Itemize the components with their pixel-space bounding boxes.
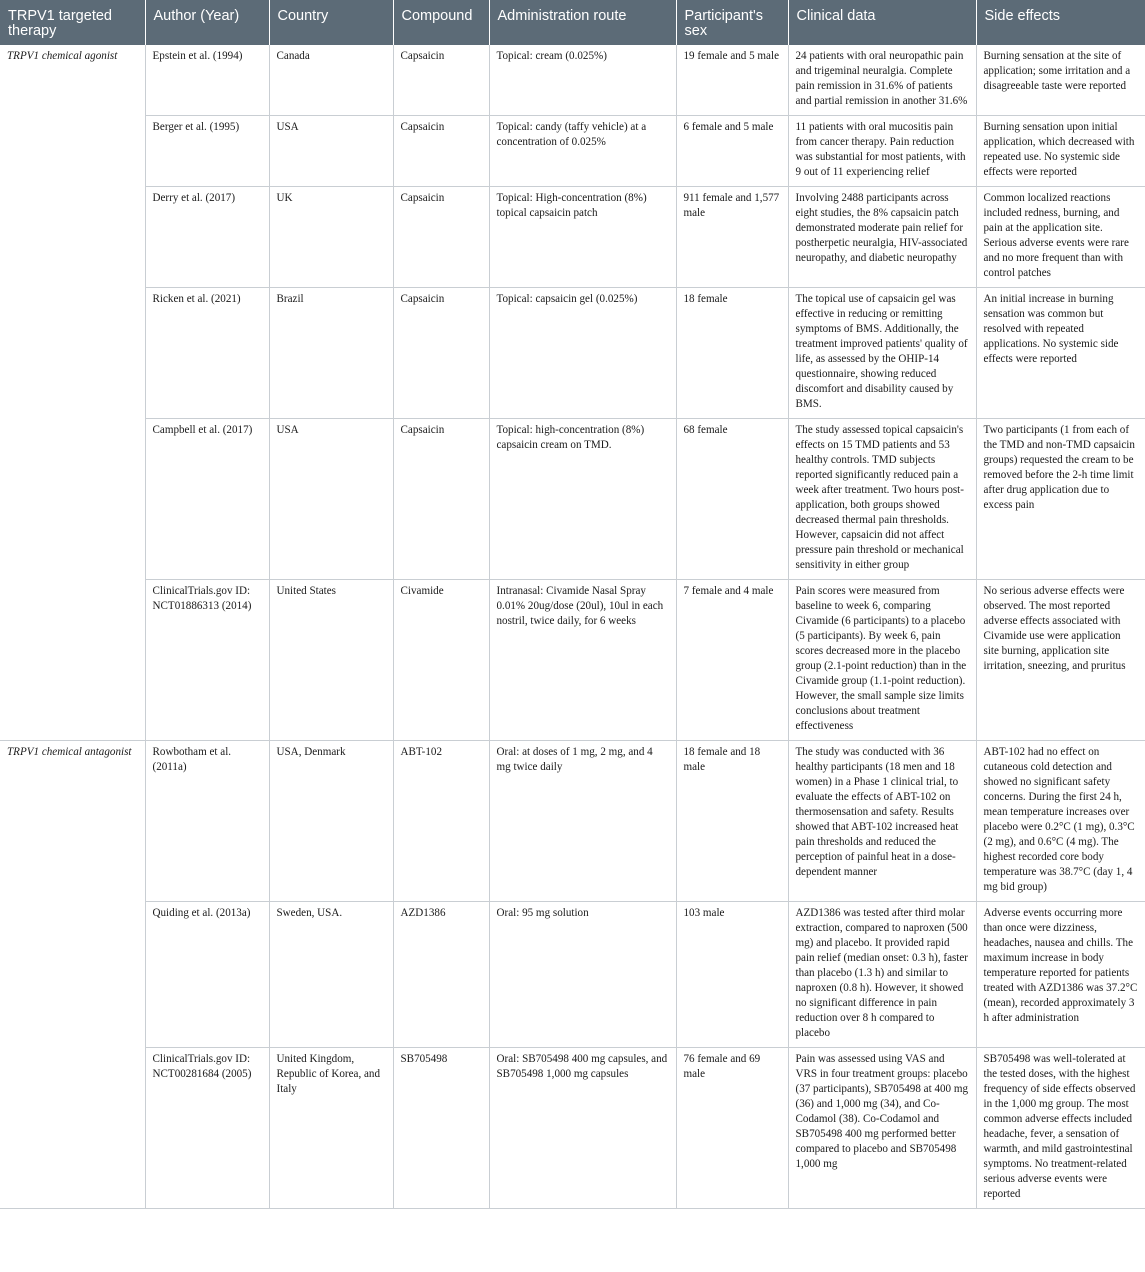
- side-effects-cell: SB705498 was well-tolerated at the tested doses, with the highest frequency of side effects observed in the 1,000 mg group. The most common adverse effects included headache, fever, a sensation of warmth, and mild gastrointestinal symptoms. No treatment-related serious adverse events were reported: [976, 1048, 1145, 1209]
- clinical-data-cell: 11 patients with oral mucositis pain from cancer therapy. Pain reduction was substantial for most patients, with 9 out of 11 experiencing relief: [788, 116, 976, 187]
- clinical-data-cell: The study was conducted with 36 healthy participants (18 men and 18 women) in a Phase 1 clinical trial, to evaluate the effects of ABT-102 on thermosensation and safety. Results showed that ABT-102 increased heat pain thresholds and reduced the perception of painful heat in a dose-dependent manner: [788, 741, 976, 902]
- route-cell: Oral: 95 mg solution: [489, 902, 676, 1048]
- author-cell: Berger et al. (1995): [145, 116, 269, 187]
- sex-cell: 103 male: [676, 902, 788, 1048]
- compound-cell: AZD1386: [393, 902, 489, 1048]
- sex-cell: 7 female and 4 male: [676, 580, 788, 741]
- table-row: [0, 187, 1145, 288]
- header-side-effects: Side effects: [976, 0, 1145, 45]
- author-cell: ClinicalTrials.gov ID: NCT01886313 (2014): [145, 580, 269, 741]
- compound-cell: Capsaicin: [393, 116, 489, 187]
- side-effects-cell: Burning sensation upon initial application, which decreased with repeated use. No systemic side effects were reported: [976, 116, 1145, 187]
- side-effects-cell: Common localized reactions included redness, burning, and pain at the application site. Serious adverse events were rare and no more frequent than with control patches: [976, 187, 1145, 288]
- country-cell: Brazil: [269, 288, 393, 419]
- clinical-data-cell: Pain scores were measured from baseline to week 6, comparing Civamide (6 participants) to a placebo (5 participants). By week 6, pain scores decreased more in the placebo group (2.1-point reduction) than in the Civamide group (1.1-point reduction). However, the small sample size limits conclusions about treatment effectiveness: [788, 580, 976, 741]
- side-effects-cell: Adverse events occurring more than once were dizziness, headaches, nausea and chills. The maximum increase in body temperature reported for patients treated with AZD1386 was 37.2°C (mean), recorded approximately 3 h after administration: [976, 902, 1145, 1048]
- country-cell: UK: [269, 187, 393, 288]
- route-cell: Topical: High-concentration (8%) topical capsaicin patch: [489, 187, 676, 288]
- country-cell: USA: [269, 116, 393, 187]
- table-body: [0, 45, 1145, 1209]
- clinical-data-cell: 24 patients with oral neuropathic pain and trigeminal neuralgia. Complete pain remission in 31.6% of patients and partial remission in another 31.6%: [788, 45, 976, 116]
- country-cell: United Kingdom, Republic of Korea, and Italy: [269, 1048, 393, 1209]
- therapy-group-cell: TRPV1 chemical agonist: [0, 45, 145, 741]
- sex-cell: 68 female: [676, 419, 788, 580]
- table-row: [0, 45, 1145, 116]
- sex-cell: 76 female and 69 male: [676, 1048, 788, 1209]
- author-cell: ClinicalTrials.gov ID: NCT00281684 (2005): [145, 1048, 269, 1209]
- compound-cell: Capsaicin: [393, 288, 489, 419]
- sex-cell: 18 female: [676, 288, 788, 419]
- side-effects-cell: ABT-102 had no effect on cutaneous cold detection and showed no significant safety concerns. During the first 24 h, mean temperature increases over placebo were 0.2°C (1 mg), 0.3°C (2 mg), and 0.6°C (4 mg). The highest recorded core body temperature was 38.7°C (day 1, 4 mg bid group): [976, 741, 1145, 902]
- side-effects-cell: Two participants (1 from each of the TMD and non-TMD capsaicin groups) requested the cream to be removed before the 2-h time limit after drug application due to excess pain: [976, 419, 1145, 580]
- compound-cell: Capsaicin: [393, 45, 489, 116]
- author-cell: Derry et al. (2017): [145, 187, 269, 288]
- table-row: [0, 288, 1145, 419]
- clinical-data-cell: The study assessed topical capsaicin's effects on 15 TMD patients and 53 healthy controls. TMD subjects reported significantly reduced pain a week after treatment. Two hours post-application, both groups showed decreased thermal pain thresholds. However, capsaicin did not affect pressure pain threshold or mechanical sensitivity in either group: [788, 419, 976, 580]
- route-cell: Intranasal: Civamide Nasal Spray 0.01% 20ug/dose (20ul), 10ul in each nostril, twice daily, for 6 weeks: [489, 580, 676, 741]
- sex-cell: 19 female and 5 male: [676, 45, 788, 116]
- side-effects-cell: Burning sensation at the site of application; some irritation and a disagreeable taste were reported: [976, 45, 1145, 116]
- compound-cell: Civamide: [393, 580, 489, 741]
- table-header: [0, 0, 1145, 45]
- author-cell: Rowbotham et al. (2011a): [145, 741, 269, 902]
- header-clinical: Clinical data: [788, 0, 976, 45]
- header-author: Author (Year): [145, 0, 269, 45]
- table-row: [0, 1048, 1145, 1209]
- route-cell: Topical: candy (taffy vehicle) at a concentration of 0.025%: [489, 116, 676, 187]
- clinical-data-cell: The topical use of capsaicin gel was effective in reducing or remitting symptoms of BMS. Additionally, the treatment improved patients' quality of life, as assessed by the OHIP-14 questionnaire, showing reduced discomfort and disability caused by BMS.: [788, 288, 976, 419]
- author-cell: Campbell et al. (2017): [145, 419, 269, 580]
- route-cell: Topical: high-concentration (8%) capsaicin cream on TMD.: [489, 419, 676, 580]
- side-effects-cell: No serious adverse effects were observed. The most reported adverse effects associated with Civamide use were application site burning, application site irritation, sneezing, and pruritus: [976, 580, 1145, 741]
- author-cell: Quiding et al. (2013a): [145, 902, 269, 1048]
- compound-cell: SB705498: [393, 1048, 489, 1209]
- author-cell: Epstein et al. (1994): [145, 45, 269, 116]
- compound-cell: Capsaicin: [393, 419, 489, 580]
- table-row: [0, 741, 1145, 902]
- clinical-data-cell: Involving 2488 participants across eight studies, the 8% capsaicin patch demonstrated moderate pain relief for postherpetic neuralgia, HIV-associated neuropathy, and diabetic neuropathy: [788, 187, 976, 288]
- sex-cell: 911 female and 1,577 male: [676, 187, 788, 288]
- header-route: Administration route: [489, 0, 676, 45]
- therapy-group-cell: TRPV1 chemical antagonist: [0, 741, 145, 1209]
- table-row: [0, 116, 1145, 187]
- sex-cell: 6 female and 5 male: [676, 116, 788, 187]
- compound-cell: ABT-102: [393, 741, 489, 902]
- sex-cell: 18 female and 18 male: [676, 741, 788, 902]
- header-compound: Compound: [393, 0, 489, 45]
- route-cell: Oral: at doses of 1 mg, 2 mg, and 4 mg twice daily: [489, 741, 676, 902]
- header-sex: Participant's sex: [676, 0, 788, 45]
- clinical-data-cell: Pain was assessed using VAS and VRS in four treatment groups: placebo (37 participants), SB705498 at 400 mg (36) and 1,000 mg (34), and Co-Codamol (38). Co-Codamol and SB705498 400 mg performed better compared to placebo and SB705498 1,000 mg: [788, 1048, 976, 1209]
- country-cell: United States: [269, 580, 393, 741]
- country-cell: USA, Denmark: [269, 741, 393, 902]
- table-row: [0, 902, 1145, 1048]
- route-cell: Topical: capsaicin gel (0.025%): [489, 288, 676, 419]
- header-row: [0, 0, 1145, 45]
- route-cell: Topical: cream (0.025%): [489, 45, 676, 116]
- country-cell: USA: [269, 419, 393, 580]
- country-cell: Canada: [269, 45, 393, 116]
- route-cell: Oral: SB705498 400 mg capsules, and SB705498 1,000 mg capsules: [489, 1048, 676, 1209]
- table-row: [0, 580, 1145, 741]
- author-cell: Ricken et al. (2021): [145, 288, 269, 419]
- header-country: Country: [269, 0, 393, 45]
- clinical-data-cell: AZD1386 was tested after third molar extraction, compared to naproxen (500 mg) and placebo. It provided rapid pain relief (median onset: 0.3 h), faster than placebo (1.3 h) and similar to naproxen (0.8 h). However, it showed no significant difference in pain reduction over 8 h compared to placebo: [788, 902, 976, 1048]
- header-therapy: TRPV1 targeted therapy: [0, 0, 145, 45]
- side-effects-cell: An initial increase in burning sensation was common but resolved with repeated applications. No systemic side effects were reported: [976, 288, 1145, 419]
- table-row: [0, 419, 1145, 580]
- compound-cell: Capsaicin: [393, 187, 489, 288]
- country-cell: Sweden, USA.: [269, 902, 393, 1048]
